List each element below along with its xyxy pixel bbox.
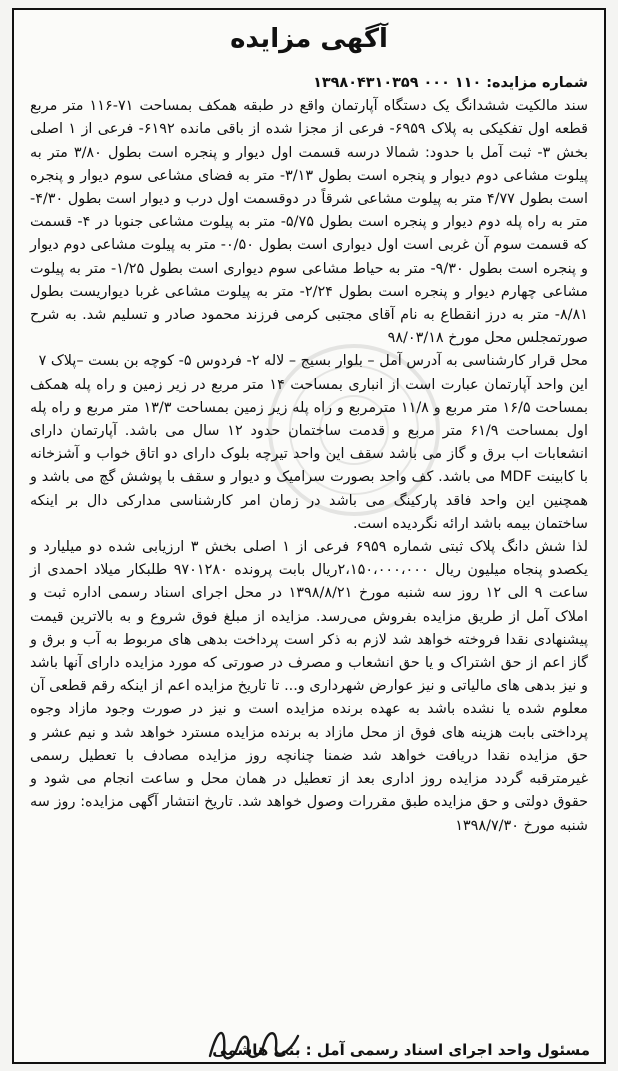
auction-terms: لذا شش دانگ پلاک ثبتی شماره ۶۹۵۹ فرعی از ۱ اصلی بخش ۳ ارزیابی شده دو میلیارد و یکصدو پنجاه میلیون ریال ۲،۱۵۰،۰۰۰،۰۰۰ریال بابت پرونده ۹۷۰۱۲۸۰ طلبکار میلاد احمدی از ساعت ۹ الی ۱۲ روز سه شنبه مورخ ۱۳۹۸/۸/۲۱ در محل اجرای اسناد رسمی اداره ثبت و املاک آمل از طریق مزایده بفروش می‌رسد. مزایده از مبلغ فوق شروع و به بالاترین قیمت پیشنهادی نقدا فروخته خواهد شد لازم به ذکر است پرداخت بدهی های مربوط به آب و برق و گاز اعم از حق اشتراک و یا حق انشعاب و مصرف در صورتی که مورد مزایده دارای آنها باشد و نیز بدهی های مالیاتی و نیز عوارض شهرداری و... تا تاریخ مزایده اعم از اینکه رقم قطعی آن معلوم شده یا نشده باشد به عهده برنده مزایده است و نیز در صورت وجود مازاد وجوه پرداختی بابت هزینه های فوق از محل مازاد به برنده مزایده مسترد خواهد شد و نیم عشر و حق مزایده نقدا دریافت خواهد شد ضمنا چنانچه روز مزایده مصادف با تعطیل رسمی غیرمترقبه گردد مزایده روز اداری بعد از تعطیل در همان محل و ساعت انجام می شود و حقوق دولتی و حق مزایده طبق مقررات وصول خواهد شد. تاریخ انتشار آگهی مزایده: روز سه شنبه مورخ ۱۳۹۸/۷/۳۰ [30, 539, 589, 834]
property-description: سند مالکیت ششدانگ یک دستگاه آپارتمان واقع در طبقه همکف بمساحت ۷۱-۱۱۶ متر مربع قطعه اول تفکیکی به پلاک ۶۹۵۹- فرعی از مجزا شده از باقی مانده ۶۱۹۲- فرعی از ۱ اصلی بخش ۳- ثبت آمل با حدود: شمالا درسه قسمت اول دیوار و پنجره است بطول ۳/۸۰ متر به پیلوت مشاعی دوم دیوار و پنجره است بطول ۳/۱۳- متر به فضای مشاعی سوم دیوار و پنجره است بطول ۴/۷۷ متر به پیلوت مشاعی شرقاً در دوقسمت اول درب و دیوار است بطول ۴/۳۰- متر به راه پله دوم دیوار و پنجره است بطول ۵/۷۵- متر به پیلوت مشاعی جنوبا در ۴- قسمت که قسمت سوم آن غربی است اول دیواری است بطول ۰/۵۰- متر به پیلوت مشاعی دوم دیوار و پنجره است بطول ۹/۳۰- متر به حیاط مشاعی سوم دیواری است بطول ۱/۲۵- متر به پیلوت مشاعی چهارم دیوار و پنجره است بطول ۲/۲۴- متر به پیلوت مشاعی غربا دیواریست بطول ۸/۸۱- متر به درز انقطاع به نام آقای مجتبی کرمی فرزند محمود صادر و تسلیم شد. به شرح صورتمجلس محل مورخ ۹۸/۰۳/۱۸ [30, 98, 589, 347]
inspection-address: محل قرار کارشناسی به آدرس آمل – بلوار بسیج – لاله ۲- فردوس ۵- کوچه بن بست –پلاک ۷ [38, 353, 588, 370]
notice-title: آگهی مزایده [230, 24, 388, 54]
auction-number: شماره مزایده: ۱۱۰ ۰۰۰ ۱۳۹۸۰۴۳۱۰۳۵۹ [313, 75, 588, 91]
unit-details: این واحد آپارتمان عبارت است از انباری بمساحت ۱۴ متر مربع در زیر زمین و راه پله همکف بمساحت ۱۶/۵ متر مربع و ۱۱/۸ مترمربع و راه پله زیر زمین بمساحت ۱۳/۳ متر مربع و راه پله اول بمساحت ۶۱/۹ متر مربع و قدمت ساختمان حدود ۱۲ سال می باشد. آپارتمان دارای انشعابات اب برق و گاز می باشد سقف این واحد تیرچه بلوک دارای دو اتاق خواب و آشزخانه با کابینت MDF می باشد. کف واحد بصورت سرامیک و دیوار و سقف با پوشش گچ می باشد و همچنین این واحد فاقد پارکینگ می باشد در زمان امر کارشناسی مدارکی دال بر اینکه ساختمان بیمه باشد ارائه نگردیده است. [30, 376, 588, 532]
notice-frame [12, 8, 606, 1064]
responsible-officer: مسئول واحد اجرای اسناد رسمی آمل : بنی هاشمی [212, 1041, 590, 1059]
notice-body [30, 72, 588, 838]
